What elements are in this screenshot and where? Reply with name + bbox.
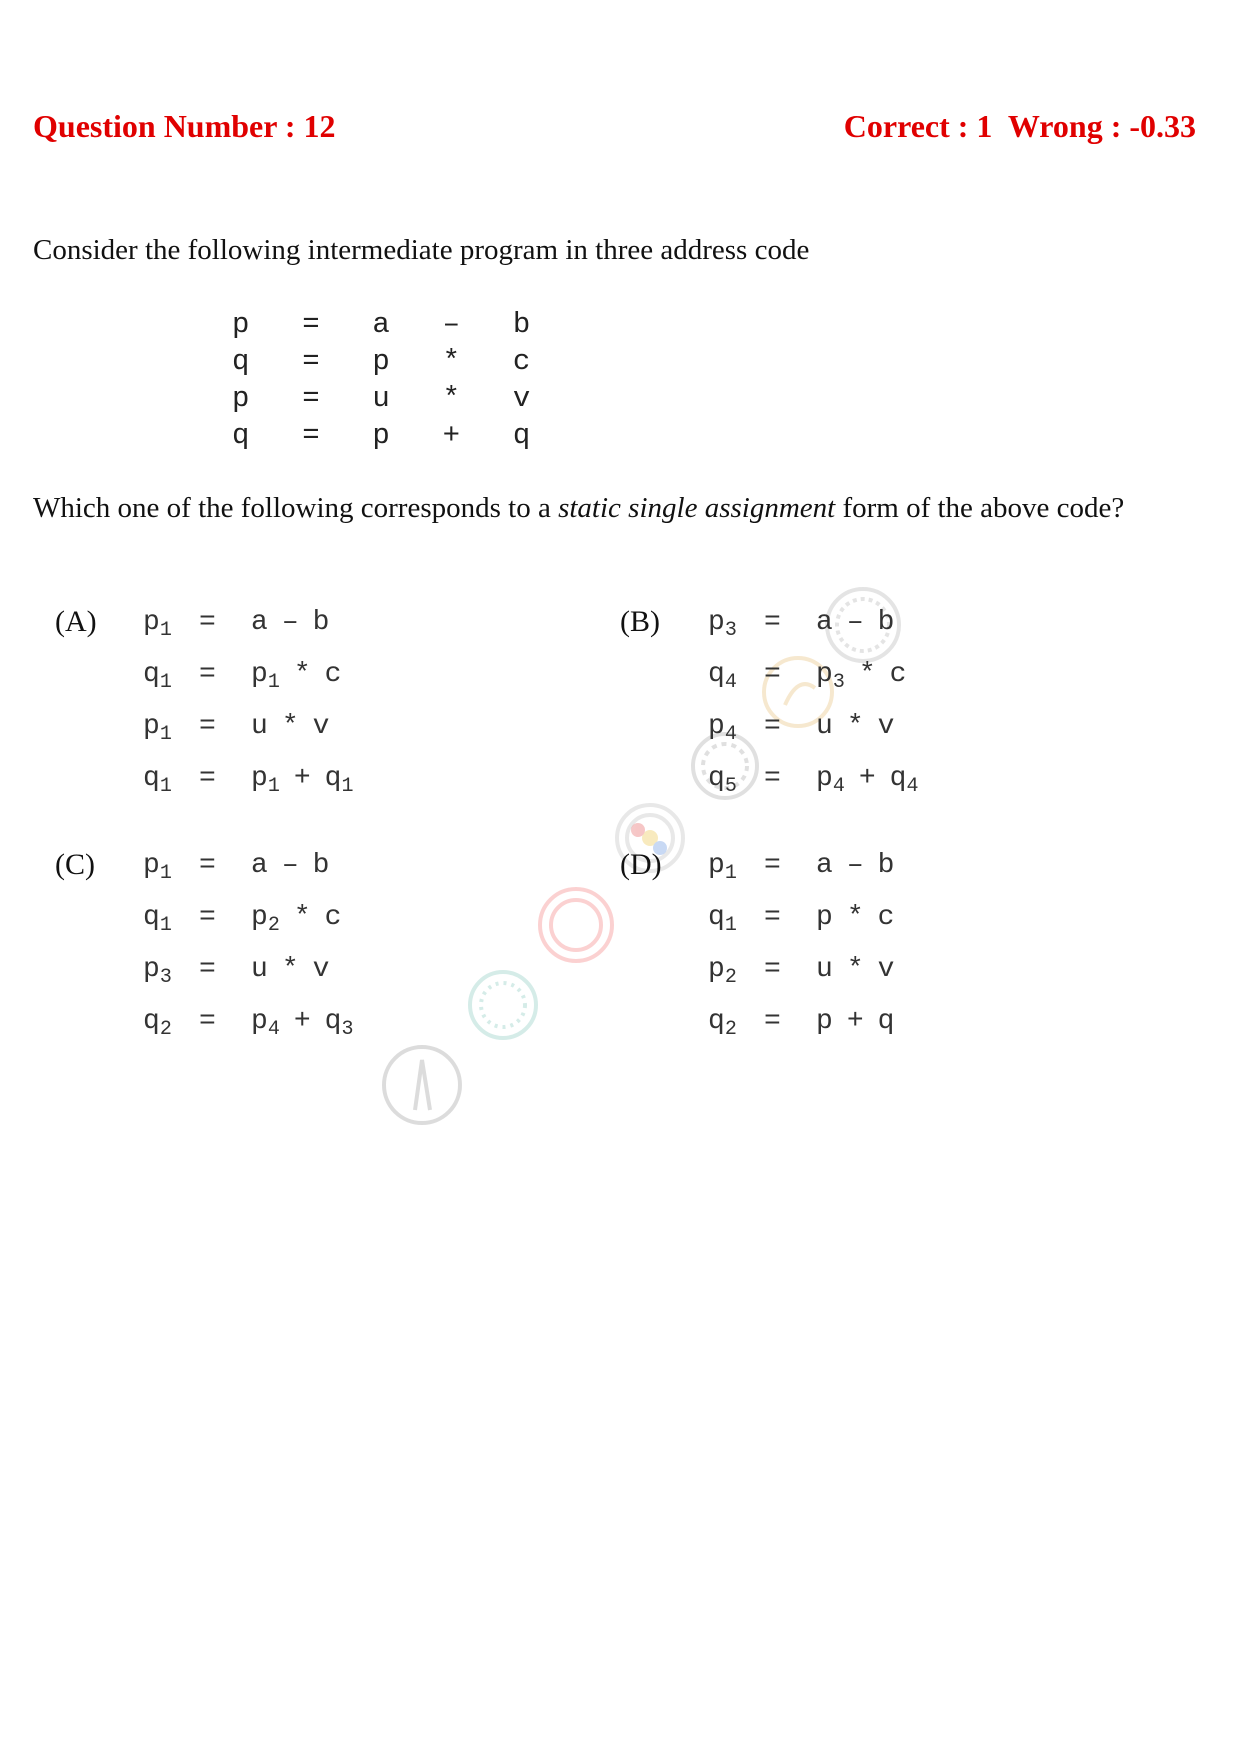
option-letter: (D) [620, 848, 662, 881]
question-ask-after: form of the above code? [835, 492, 1125, 524]
option-code [708, 848, 894, 1056]
variable-name: q [708, 1006, 725, 1037]
variable [816, 657, 845, 693]
variable [325, 761, 354, 797]
option-code-line [143, 952, 353, 1004]
variable [143, 848, 195, 884]
operator: = [199, 607, 216, 638]
operator: * [281, 954, 299, 985]
option-code-line [143, 900, 353, 952]
option-code [143, 605, 353, 813]
operator: = [764, 902, 781, 933]
subscript: 1 [159, 723, 172, 746]
variable-name: c [324, 659, 342, 690]
option-letter: (A) [55, 605, 97, 638]
subscript: 2 [267, 914, 280, 937]
variable-name: p [251, 659, 268, 690]
variable-name: v [312, 711, 330, 742]
variable-name: b [312, 850, 330, 881]
variable-name: q [143, 1006, 160, 1037]
variable-name: p [708, 607, 725, 638]
variable-name: u [251, 954, 268, 985]
option-code-line [143, 848, 353, 900]
variable [251, 709, 268, 745]
subscript: 1 [159, 671, 172, 694]
subscript: 1 [159, 914, 172, 937]
variable-name: v [877, 711, 895, 742]
operator: – [281, 607, 299, 638]
variable-name: a [816, 607, 833, 638]
variable [325, 900, 342, 936]
option-code-line [708, 848, 894, 900]
subscript: 2 [724, 1018, 737, 1041]
operator: = [199, 850, 216, 881]
variable-name: c [324, 902, 342, 933]
variable [708, 709, 760, 745]
variable-name: p [816, 1006, 833, 1037]
subscript: 5 [724, 775, 737, 798]
variable [878, 952, 895, 988]
variable [143, 900, 195, 936]
question-ask-emphasis: static single assignment [558, 492, 836, 524]
subscript: 3 [341, 1018, 354, 1041]
variable-name: a [816, 850, 833, 881]
operator: = [199, 763, 216, 794]
variable-name: v [312, 954, 330, 985]
variable [816, 605, 833, 641]
variable-name: q [708, 659, 725, 690]
variable [878, 605, 895, 641]
operator: = [199, 902, 216, 933]
option-letter: (B) [620, 605, 660, 638]
question-ask-before: Which one of the following corresponds to a [33, 492, 559, 524]
variable-name: p [251, 902, 268, 933]
operator: = [764, 659, 781, 690]
variable [313, 848, 330, 884]
variable [878, 709, 895, 745]
variable [890, 657, 907, 693]
variable-name: q [143, 763, 160, 794]
operator: + [858, 763, 876, 794]
variable-name: p [143, 954, 160, 985]
variable-name: q [889, 763, 907, 794]
option-code-line [143, 1004, 353, 1056]
option-code-line [708, 605, 918, 657]
variable-name: v [877, 954, 895, 985]
variable-name: q [708, 902, 725, 933]
variable [251, 657, 280, 693]
variable-name: p [708, 954, 725, 985]
variable-name: q [143, 659, 160, 690]
code-line: p = u * v [232, 382, 537, 415]
variable-name: u [816, 711, 833, 742]
variable-name: p [708, 850, 725, 881]
subscript: 1 [724, 862, 737, 885]
option-code-line [708, 761, 918, 813]
code-line: q = p + q [232, 419, 537, 452]
operator: = [199, 954, 216, 985]
operator: = [764, 850, 781, 881]
variable [878, 1004, 895, 1040]
variable-name: p [143, 850, 160, 881]
option-letter: (C) [55, 848, 95, 881]
variable [816, 709, 833, 745]
variable [251, 605, 268, 641]
variable [816, 761, 845, 797]
option-code [708, 605, 918, 813]
operator: = [764, 1006, 781, 1037]
subscript: 2 [159, 1018, 172, 1041]
subscript: 3 [159, 966, 172, 989]
variable [708, 900, 760, 936]
variable [313, 605, 330, 641]
variable [816, 900, 833, 936]
operator: = [199, 1006, 216, 1037]
operator: = [764, 763, 781, 794]
variable [878, 848, 895, 884]
operator: = [199, 659, 216, 690]
subscript: 4 [724, 723, 737, 746]
variable-name: p [143, 711, 160, 742]
variable [708, 952, 760, 988]
variable [143, 1004, 195, 1040]
subscript: 1 [267, 671, 280, 694]
code-line: p = a – b [232, 308, 537, 341]
option-code [143, 848, 353, 1056]
operator: – [846, 607, 864, 638]
variable [325, 1004, 354, 1040]
variable [313, 952, 330, 988]
variable-name: q [143, 902, 160, 933]
variable-name: p [816, 902, 833, 933]
variable [708, 657, 760, 693]
option-code-line [143, 761, 353, 813]
variable [313, 709, 330, 745]
variable-name: b [312, 607, 330, 638]
option-code-line [143, 709, 353, 761]
question-intro: Consider the following intermediate program in three address code [33, 234, 810, 266]
operator: + [293, 763, 311, 794]
operator: + [846, 1006, 864, 1037]
variable [816, 1004, 833, 1040]
variable [251, 900, 280, 936]
variable-name: p [816, 763, 833, 794]
operator: = [764, 607, 781, 638]
variable [816, 848, 833, 884]
variable-name: a [251, 850, 268, 881]
code-block [232, 306, 536, 454]
variable-name: p [708, 711, 725, 742]
variable-name: u [816, 954, 833, 985]
subscript: 3 [724, 619, 737, 642]
operator: * [846, 902, 864, 933]
subscript: 1 [267, 775, 280, 798]
operator: * [846, 711, 864, 742]
variable [143, 761, 195, 797]
question-number: Question Number : 12 [33, 108, 336, 144]
operator: – [846, 850, 864, 881]
variable-name: q [708, 763, 725, 794]
variable-name: a [251, 607, 268, 638]
variable-name: u [251, 711, 268, 742]
variable-name: q [324, 1006, 342, 1037]
subscript: 1 [159, 862, 172, 885]
option-code-line [708, 657, 918, 709]
variable [890, 761, 919, 797]
variable [143, 952, 195, 988]
operator: = [764, 954, 781, 985]
variable [708, 848, 760, 884]
variable-name: p [251, 763, 268, 794]
variable-name: q [877, 1006, 895, 1037]
operator: * [293, 902, 311, 933]
question-ask [33, 492, 1124, 525]
operator: + [293, 1006, 311, 1037]
subscript: 4 [832, 775, 845, 798]
operator: * [281, 711, 299, 742]
variable [251, 1004, 280, 1040]
option-code-line [143, 605, 353, 657]
option-code-line [708, 900, 894, 952]
variable-name: q [324, 763, 342, 794]
variable-name: c [889, 659, 907, 690]
variable [708, 761, 760, 797]
variable [816, 952, 833, 988]
variable-name: c [877, 902, 895, 933]
question-header [33, 108, 1196, 145]
operator: * [858, 659, 876, 690]
variable-name: p [816, 659, 833, 690]
code-line: q = p * c [232, 345, 537, 378]
operator: = [764, 711, 781, 742]
variable-name: p [143, 607, 160, 638]
subscript: 1 [724, 914, 737, 937]
variable [708, 605, 760, 641]
operator: = [199, 711, 216, 742]
variable-name: b [877, 850, 895, 881]
variable [251, 848, 268, 884]
subscript: 4 [906, 775, 919, 798]
variable-name: p [251, 1006, 268, 1037]
operator: * [846, 954, 864, 985]
variable [143, 605, 195, 641]
option-code-line [708, 952, 894, 1004]
variable [708, 1004, 760, 1040]
variable [878, 900, 895, 936]
subscript: 1 [341, 775, 354, 798]
subscript: 1 [159, 775, 172, 798]
variable [251, 952, 268, 988]
operator: – [281, 850, 299, 881]
variable [143, 709, 195, 745]
marking-scheme: Correct : 1 Wrong : -0.33 [843, 108, 1196, 144]
subscript: 2 [724, 966, 737, 989]
variable [251, 761, 280, 797]
subscript: 4 [724, 671, 737, 694]
variable-name: b [877, 607, 895, 638]
option-code-line [708, 1004, 894, 1056]
subscript: 4 [267, 1018, 280, 1041]
subscript: 1 [159, 619, 172, 642]
operator: * [293, 659, 311, 690]
option-code-line [143, 657, 353, 709]
subscript: 3 [832, 671, 845, 694]
option-code-line [708, 709, 918, 761]
variable [143, 657, 195, 693]
variable [325, 657, 342, 693]
